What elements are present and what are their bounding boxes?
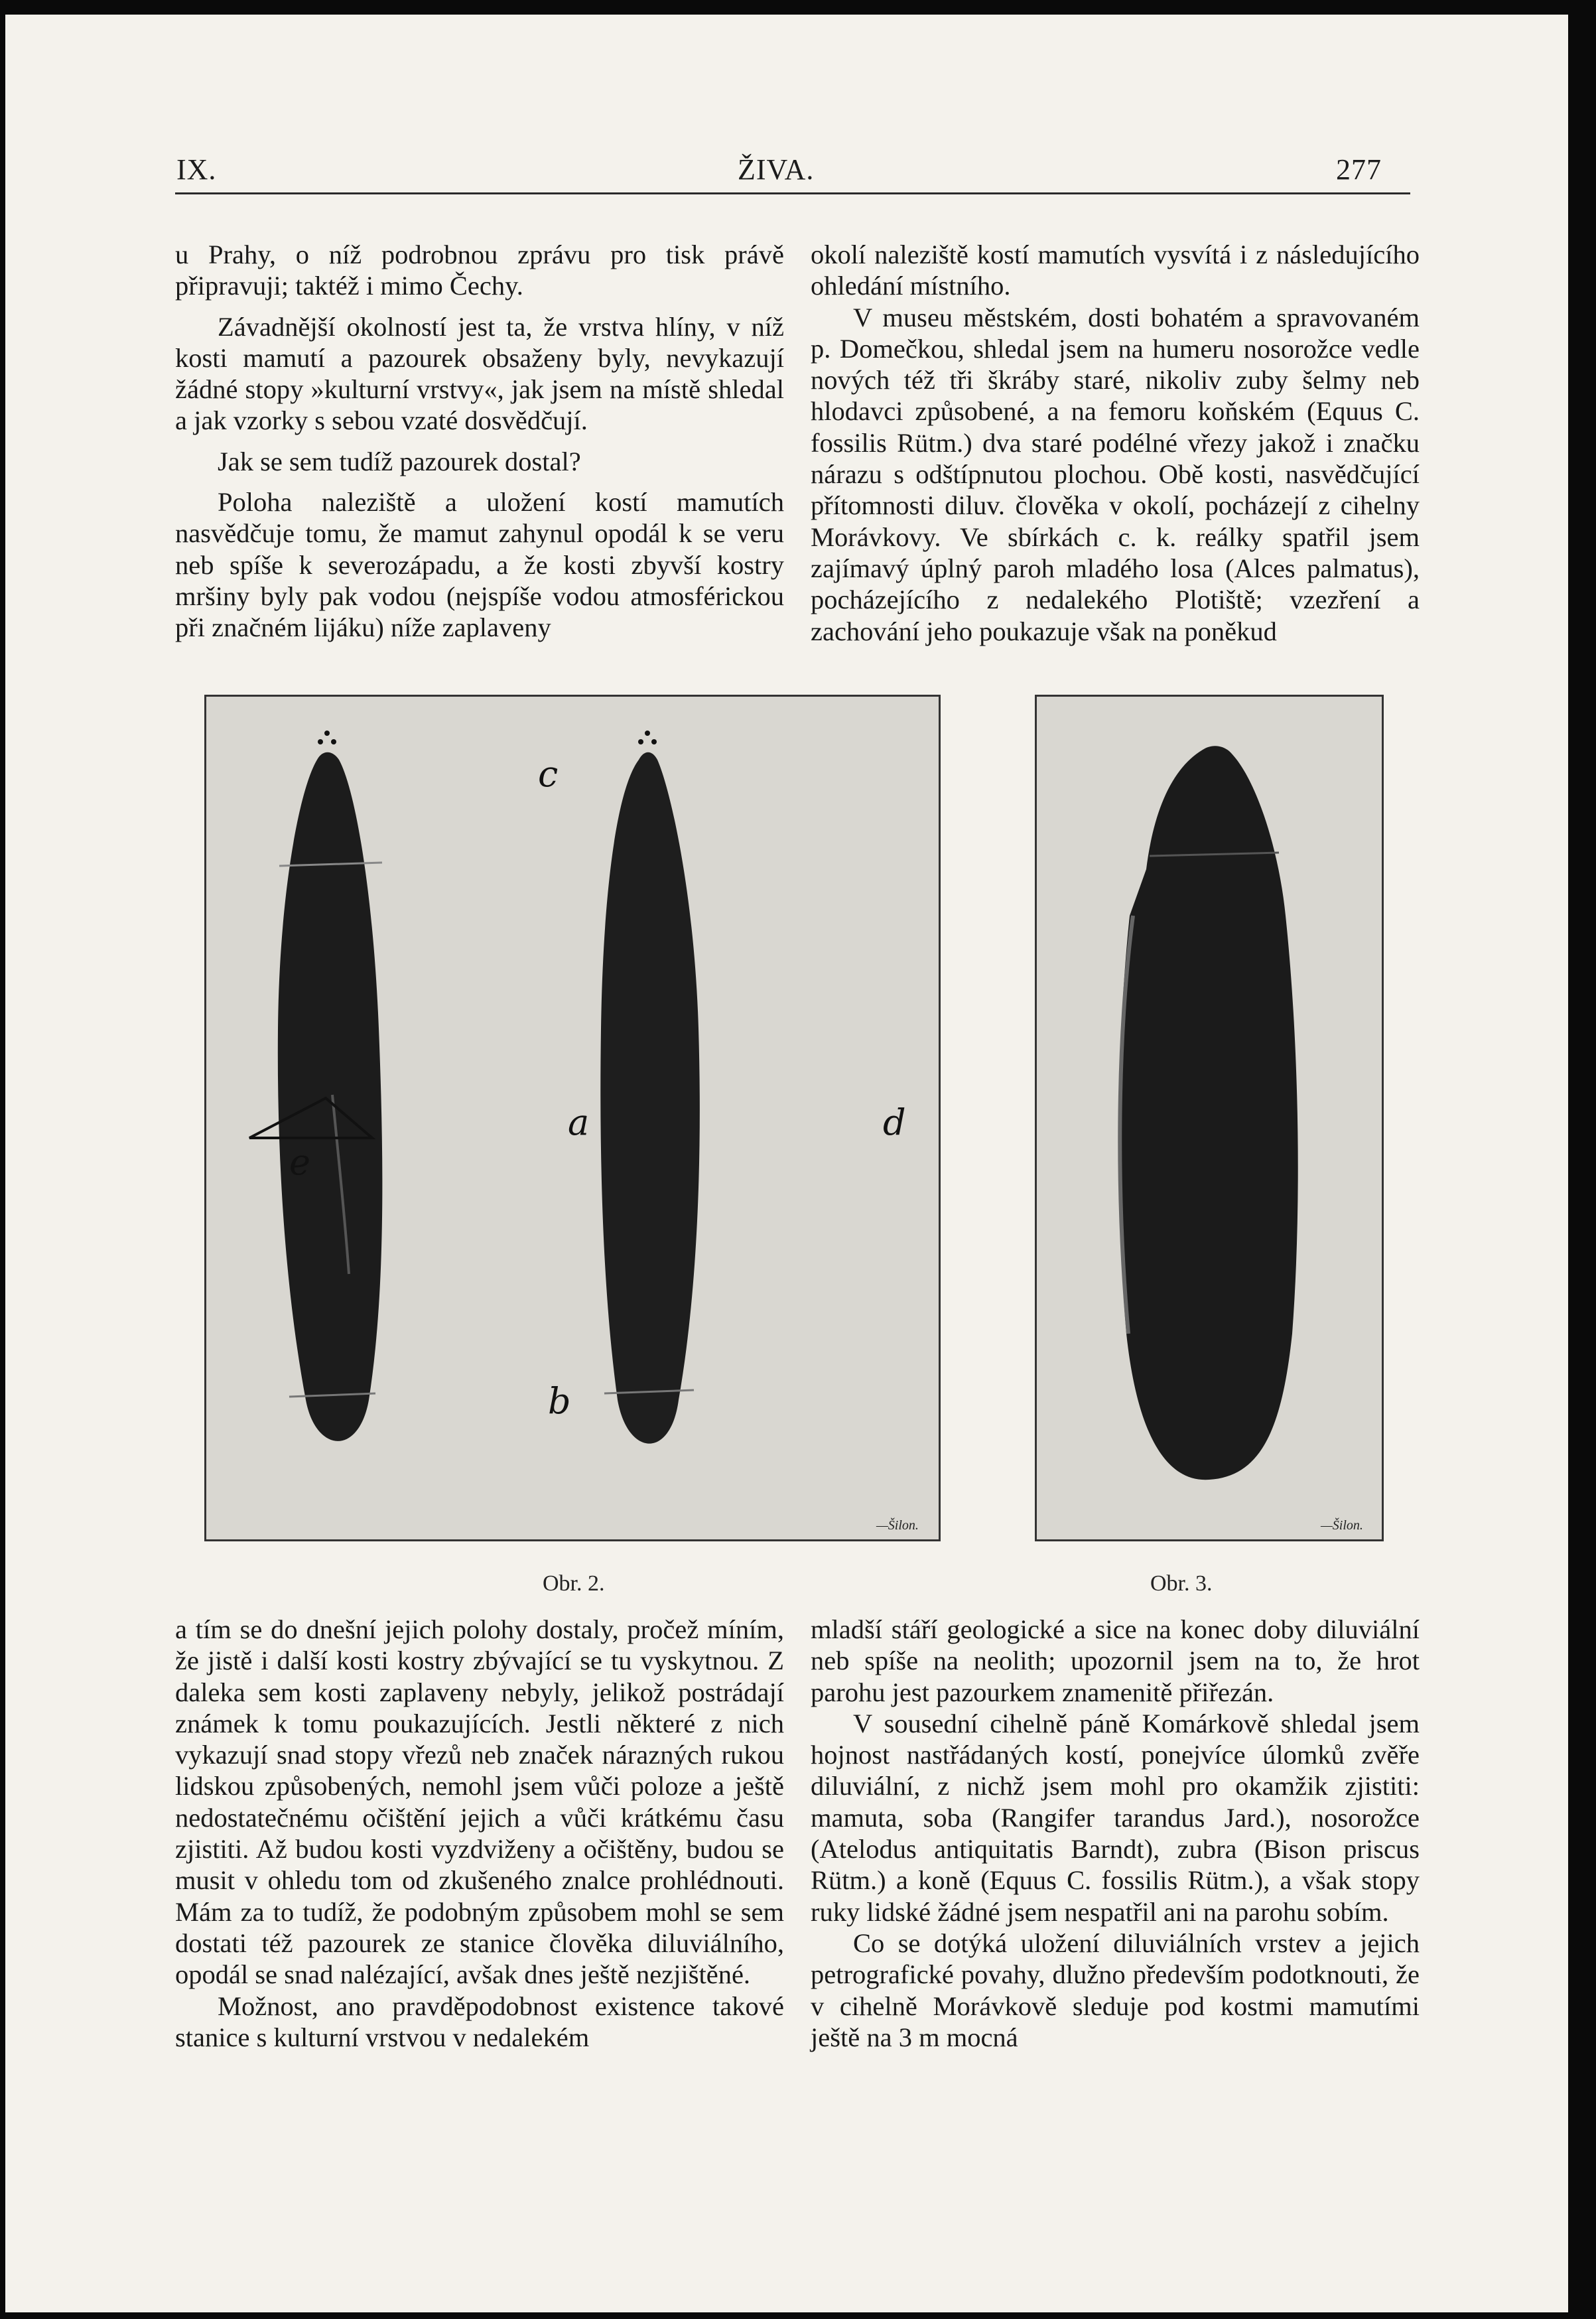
label-d: d — [883, 1101, 906, 1143]
header-page-number: 277 — [1336, 153, 1382, 186]
paragraph: Poloha naleziště a uložení kostí mamutích nasvědčuje tomu, že mamut zahynul opodál k se veru neb spíše k severozápadu, a že kosti zbyvší kostry mršiny byly pak vodou (nejspíše vodou atmosférickou při značném lijáku) níže zaplaveny — [175, 487, 784, 643]
header-rule — [175, 192, 1410, 194]
label-c: c — [538, 753, 559, 795]
paragraph: Jak se sem tudíž pazourek dostal? — [218, 446, 581, 476]
label-b: b — [548, 1380, 571, 1422]
paragraph: mladší stáří geologické a sice na konec doby diluviální neb spíše na neolith; upozornil jsem na to, že hrot parohu jest pazourkem znamenitě přiřezán. — [811, 1614, 1420, 1707]
antler-tool — [1119, 746, 1298, 1480]
figure-2-photo — [204, 695, 941, 1541]
right-column-bottom — [811, 1614, 1420, 2053]
left-column-bottom — [175, 1614, 784, 2053]
engraver-signature: —Šilon. — [1321, 1518, 1363, 1533]
paragraph: V sousední cihelně páně Komárkově shledal jsem hojnost nastřádaných kostí, ponejvíce úlomků zvěře diluviální, z nichž jsem mohl pro okamžik zjistiti: mamuta, soba (Rangifer tarandus Jard.), nosorožce (Atelodus antiquitatis Barndt), zubra (Bison priscus Rütm.) a koně (Equus C. fossilis Rütm.), a však stopy ruky lidské žádné jsem nespatřil ani na parohu sobím. — [811, 1708, 1420, 1927]
paragraph: Možnost, ano pravděpodobnost existence takové stanice s kulturní vrstvou v nedalekém — [175, 1991, 784, 2052]
label-a: a — [568, 1101, 590, 1143]
header-journal-title: ŽIVA. — [738, 153, 815, 186]
paragraph: u Prahy, o níž podrobnou zprávu pro tisk právě připravuji; taktéž i mimo Čechy. — [175, 240, 784, 301]
paragraph: Závadnější okolností jest ta, že vrstva hlíny, v níž kosti mamutí a pazourek obsaženy byly, nevykazují žádné stopy »kulturní vrstvy«, jak jsem na místě shledal a jak vzorky s sebou vzaté dosvědčují. — [175, 311, 784, 436]
figure-3-caption: Obr. 3. — [1150, 1571, 1213, 1596]
flint-blade-a — [278, 752, 383, 1441]
antler-tool-illustration — [1037, 697, 1382, 1539]
figure-2-caption: Obr. 2. — [543, 1571, 605, 1596]
paragraph: Co se dotýká uložení diluviálních vrstev a jejich petrografické povahy, dlužno především podotknouti, že v cihelně Morávkově sleduje pod kostmi mamutími ještě na 3 m mocná — [811, 1928, 1420, 2052]
paragraph: V museu městském, dosti bohatém a spravovaném p. Domečkou, shledal jsem na humeru nosorožce vedle nových též tři škráby staré, nikoliv zuby šelmy neb hlodavci způsobené, a na femoru koňském (Equus C. fossilis Rütm.) dva staré podélné vřezy jakož i značku nárazu s odštípnutou plochou. Obě kosti, nasvědčující přítomnosti diluv. člověka v okolí, pocházejí z cihelny Morávkovy. Ve sbírkách c. k. reálky spatřil jsem zajímavý úplný paroh mladého losa (Alces palmatus), pocházejícího z nedalekého Plotiště; vzezření a zachování jeho poukazuje však na poněkud — [811, 302, 1420, 646]
figure-3-photo — [1035, 695, 1384, 1541]
page — [5, 15, 1568, 2312]
left-column-top — [175, 239, 784, 644]
right-column-top — [811, 239, 1420, 647]
paragraph: a tím se do dnešní jejich polohy dostaly, pročež míním, že jistě i další kosti kostry zbývající se tu vyskytnou. Z daleka sem kosti zaplaveny nebyly, jelikož postrádají známek k tomu poukazujících. Jestli některé z nich vykazují snad stopy vřezů neb značek nárazných rukou lidskou způsobených, nemohl jsem vůči poloze a ještě nedostatečnému očištění jejich a vůči krátkému času zjistiti. Až budou kosti vyzdviženy a očištěny, budou se musit v ohledu tom od zkušeného znalce prohlédnouti. Mám za to tudíž, že podobným způsobem mohl se sem dostati též pazourek ze stanice člověka diluviálního, opodál se snad nalézající, avšak dnes ještě nezjištěné. — [175, 1614, 784, 1990]
flint-blade-d — [600, 752, 700, 1444]
header-volume: IX. — [176, 153, 217, 186]
paragraph: okolí naleziště kostí mamutích vysvítá i z následujícího ohledání místního. — [811, 240, 1420, 301]
label-e: e — [289, 1141, 310, 1183]
engraver-signature: —Šilon. — [876, 1518, 919, 1533]
